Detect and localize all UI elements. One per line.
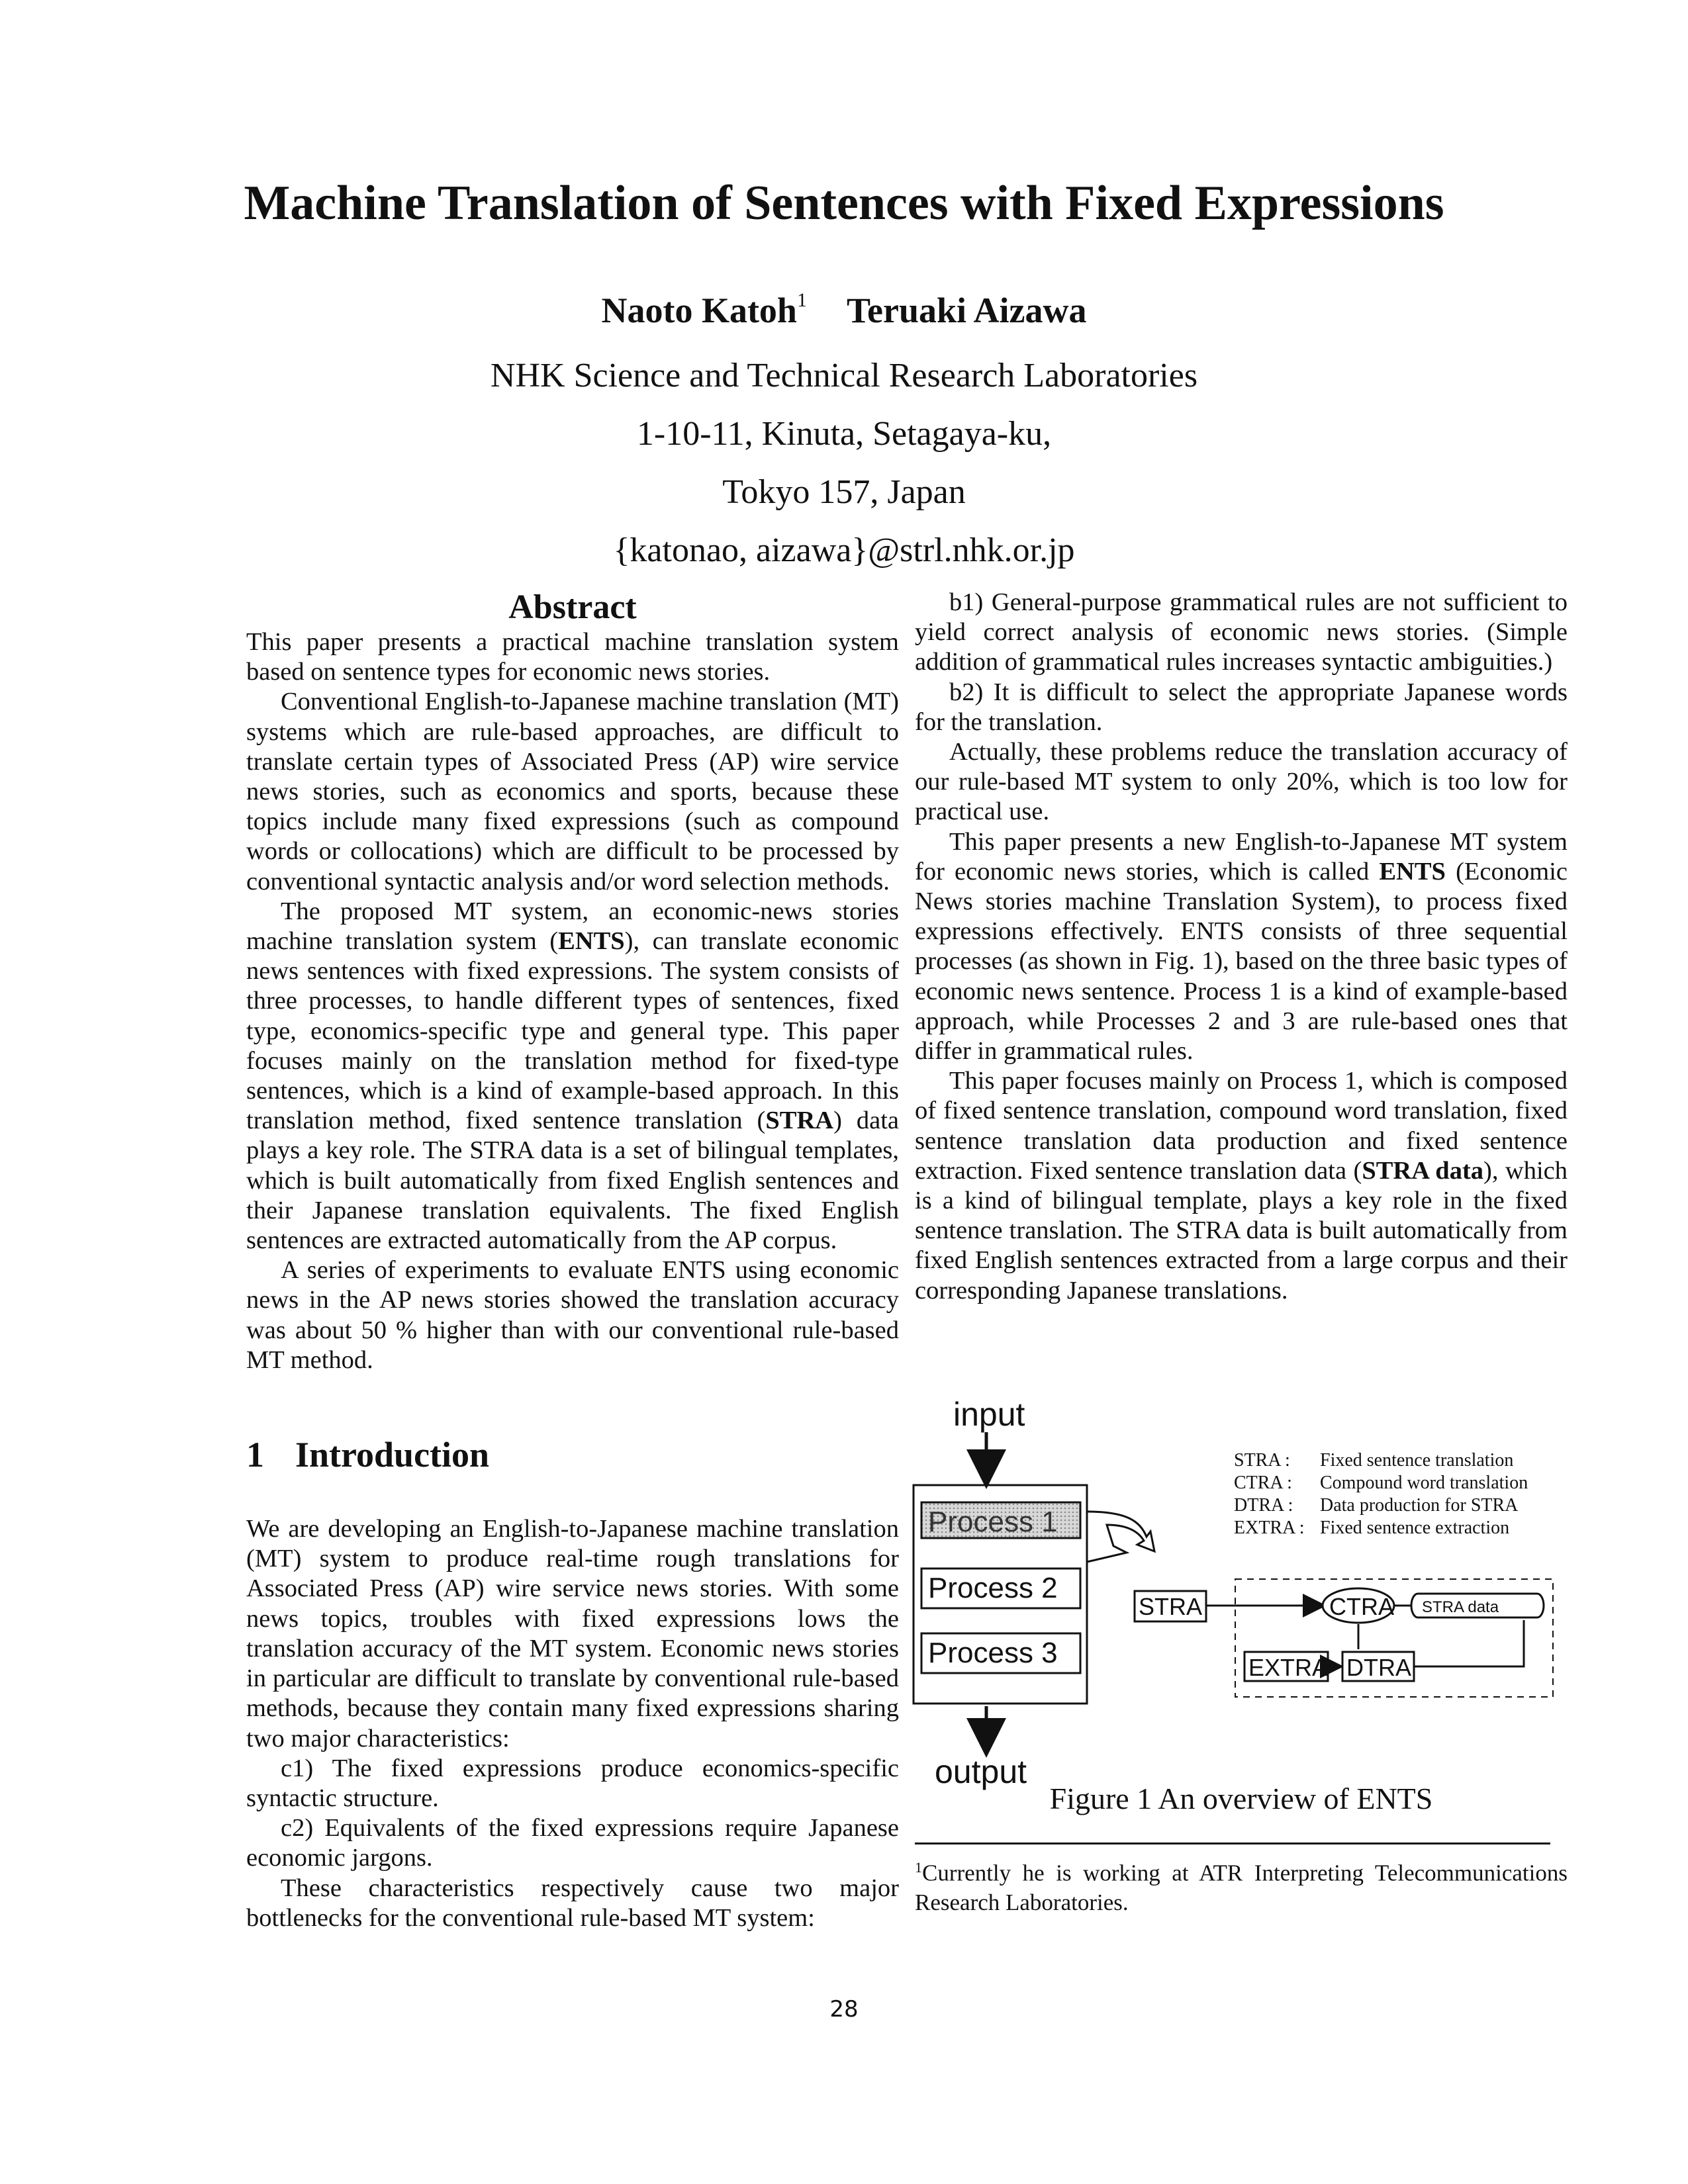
legend-desc: Data production for STRA <box>1320 1495 1519 1516</box>
body-paragraph: Actually, these problems reduce the translation accuracy of our rule-based MT system to only 20%, which is too low for practical use. <box>915 738 1568 826</box>
author-name: Teruaki Aizawa <box>846 291 1087 330</box>
process-1-label: Process 1 <box>928 1506 1058 1538</box>
legend-key: STRA : <box>1234 1450 1290 1471</box>
footnote-marker: 1 <box>796 289 807 311</box>
legend-key: CTRA : <box>1234 1473 1292 1493</box>
output-label: output <box>935 1753 1027 1790</box>
legend-key: EXTRA : <box>1234 1518 1305 1538</box>
footnote-marker: 1 <box>915 1859 922 1876</box>
dtra-label: DTRA <box>1346 1654 1411 1681</box>
author-name: Naoto Katoh <box>601 291 797 330</box>
text-run: This paper focuses mainly on Process 1, which is composed of fixed sentence translation, compound word translation, fixed sentence translation data production and fixed sentence extraction. Fixed sentence translation data ( <box>915 1067 1568 1185</box>
affiliation-line: Tokyo 157, Japan <box>722 473 966 511</box>
bold-term: STRA <box>765 1107 834 1135</box>
text-run: (Economic News stories machine Translation System), to process fixed expressions effectively. ENTS consists of three sequential processes (as shown in Fig. 1), based on the three basic types of economic news sentence. Process 1 is a kind of example-based approach, while Processes 2 and 3 are rule-based ones that differ in grammatical rules. <box>915 857 1568 1066</box>
bold-term: ENTS <box>1379 857 1446 886</box>
process-3-label: Process 3 <box>928 1637 1058 1669</box>
body-paragraph <box>915 1066 1568 1306</box>
bold-term: ENTS <box>558 927 625 956</box>
figure-caption: Figure 1 An overview of ENTS <box>1049 1782 1433 1815</box>
paper-title: Machine Translation of Sentences with Fixed Expressions <box>244 176 1444 230</box>
bold-term: STRA data <box>1362 1156 1484 1185</box>
stra-label: STRA <box>1139 1593 1203 1620</box>
text-run: ), can translate economic news sentences with fixed expressions. The system consists of three processes, to handle different types of sentences, fixed type, economics-specific type and general type. This paper focuses mainly on the translation method for fixed-type sentences, which is a kind of example-based approach. In this translation method, fixed sentence translation ( <box>246 927 899 1135</box>
body-paragraph: c1) The fixed expressions produce economics-specific syntactic structure. <box>246 1754 899 1812</box>
legend-desc: Fixed sentence extraction <box>1320 1518 1510 1538</box>
legend-row <box>1234 1472 1528 1494</box>
text-run: ) data plays a key role. The STRA data is a set of bilingual templates, which is built automatically from fixed English sentences and their Japanese translation equivalents. The fixed English sentences are extracted automatically from the AP corpus. <box>246 1107 899 1255</box>
expand-arrow <box>1087 1512 1154 1562</box>
contact-email: {katonao, aizawa}@strl.nhk.or.jp <box>613 531 1075 569</box>
right-column <box>915 588 1568 1306</box>
body-paragraph: b1) General-purpose grammatical rules are not sufficient to yield correct analysis of economic news stories. (Simple addition of grammatical rules increases syntactic ambiguities.) <box>915 588 1568 676</box>
affiliation-line: NHK Science and Technical Research Laboratories <box>490 357 1198 394</box>
abstract-heading: Abstract <box>508 588 637 626</box>
section-heading <box>246 1433 899 1476</box>
abstract-paragraph: Conventional English-to-Japanese machine translation (MT) systems which are rule-based approaches, are difficult to translate certain types of Associated Press (AP) wire service news stories, such as economics and sports, because these topics include many fixed expressions (such as compound words or collocations) which are difficult to be processed by conventional syntactic analysis and/or word selection methods. <box>246 688 899 895</box>
abstract-paragraph: This paper presents a practical machine translation system based on sentence types for economic news stories. <box>246 628 899 686</box>
figure-1 <box>908 1395 1597 1832</box>
body-paragraph: b2) It is difficult to select the appropriate Japanese words for the translation. <box>915 678 1568 736</box>
section-number: 1 <box>246 1435 264 1475</box>
body-paragraph: These characteristics respectively cause two major bottlenecks for the conventional rule-based MT system: <box>246 1874 899 1932</box>
abstract-paragraph: A series of experiments to evaluate ENTS using economic news in the AP news stories showed the translation accuracy was about 50 % higher than with our conventional rule-based MT method. <box>246 1256 899 1374</box>
abstract-paragraph <box>246 897 899 1255</box>
input-label: input <box>953 1396 1025 1433</box>
footnote <box>915 1853 1568 1917</box>
legend-row <box>1234 1494 1528 1517</box>
footnote-divider <box>915 1843 1550 1844</box>
text-run: The proposed MT system, an economic-news stories machine translation system ( <box>246 897 899 956</box>
author-line <box>0 289 1688 332</box>
text-run: ), which is a kind of bilingual template, plays a key role in the fixed sentence translation. The STRA data is built automatically from fixed English sentences extracted from a large corpus and their corresponding Japanese translations. <box>915 1156 1568 1304</box>
stra-data-label: STRA data <box>1422 1598 1499 1616</box>
left-column <box>246 588 899 1933</box>
affiliation-block <box>0 347 1688 580</box>
figure-legend <box>1234 1449 1528 1539</box>
legend-desc: Fixed sentence translation <box>1320 1450 1514 1471</box>
legend-row <box>1234 1517 1528 1539</box>
body-paragraph <box>915 827 1568 1067</box>
affiliation-line: 1-10-11, Kinuta, Setagaya-ku, <box>636 415 1052 453</box>
dtra-to-data-line <box>1414 1620 1524 1666</box>
legend-desc: Compound word translation <box>1320 1473 1528 1493</box>
body-paragraph: We are developing an English-to-Japanese machine translation (MT) system to produce real-time rough translations for Associated Press (AP) wire service news stories. With some news topics, troubles with fixed expressions lows the translation accuracy of the MT system. Economic news stories in particular are difficult to translate by conventional rule-based methods, because they contain many fixed expressions sharing two major characteristics: <box>246 1515 899 1752</box>
legend-key: DTRA : <box>1234 1495 1293 1516</box>
extra-label: EXTRA <box>1248 1654 1329 1681</box>
body-paragraph: c2) Equivalents of the fixed expressions require Japanese economic jargons. <box>246 1814 899 1872</box>
process-2-label: Process 2 <box>928 1572 1058 1604</box>
ctra-label: CTRA <box>1329 1593 1394 1620</box>
footnote-text: Currently he is working at ATR Interpreting Telecommunications Research Laboratories. <box>915 1860 1568 1915</box>
page-number: 28 <box>829 1996 859 2023</box>
text-run: This paper presents a new English-to-Japanese MT system for economic news stories, which is called <box>915 827 1568 886</box>
section-title: Introduction <box>295 1435 490 1475</box>
legend-row <box>1234 1449 1528 1472</box>
